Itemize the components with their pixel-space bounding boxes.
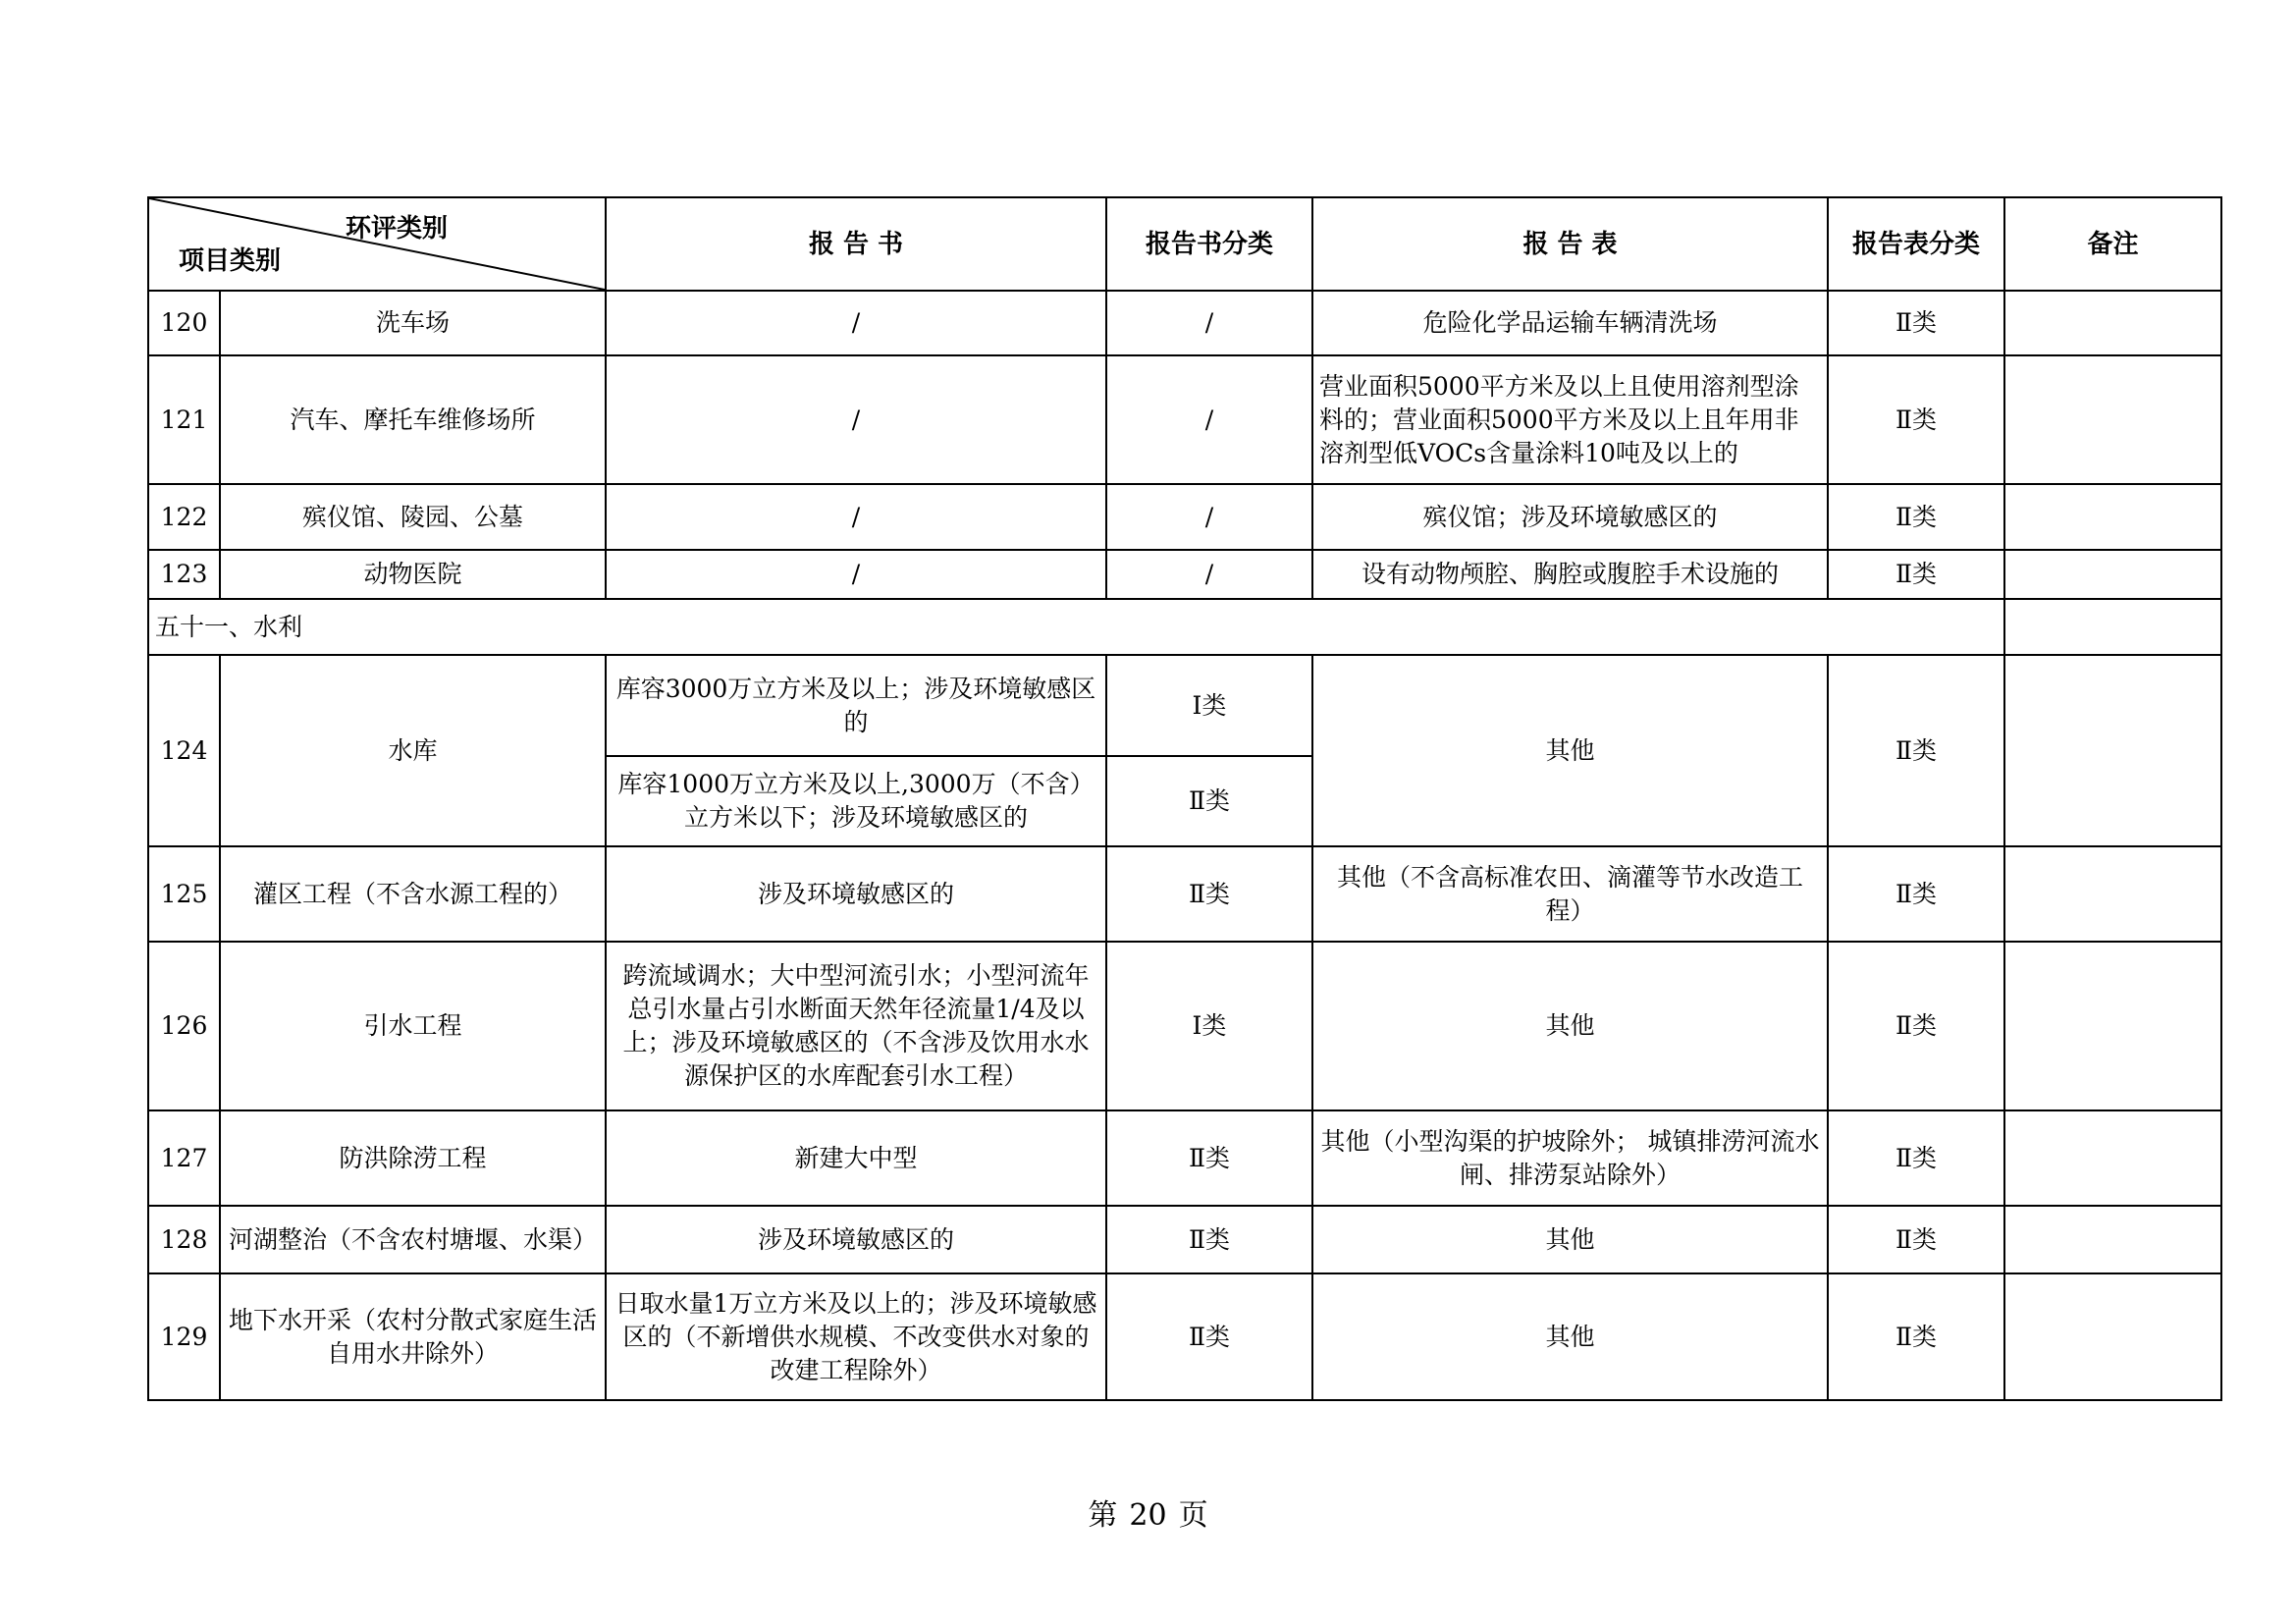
row-number: 125 [148,846,220,942]
report-book-cell: 库容3000万立方米及以上；涉及环境敏感区的 [606,655,1106,756]
report-table-cell: 其他（不含高标准农田、滴灌等节水改造工程） [1312,846,1828,942]
header-remarks: 备注 [2004,197,2221,291]
remark-cell [2004,846,2221,942]
project-name: 灌区工程（不含水源工程的） [220,846,606,942]
remark-cell [2004,355,2221,484]
report-table-cell: 危险化学品运输车辆清洗场 [1312,291,1828,355]
project-name: 防洪除涝工程 [220,1110,606,1206]
report-table-class-cell: Ⅱ类 [1828,550,2004,599]
report-table-cell: 其他 [1312,655,1828,846]
row-number: 127 [148,1110,220,1206]
report-book-class-cell: Ⅰ类 [1106,942,1312,1110]
diag-bottom-label: 项目类别 [179,246,282,276]
report-book-class-cell: / [1106,291,1312,355]
report-table-class-cell: Ⅱ类 [1828,1273,2004,1400]
diagonal-header-cell [148,197,606,291]
project-name: 汽车、摩托车维修场所 [220,355,606,484]
table-row [148,846,2221,942]
page-number [0,1490,2296,1534]
project-name: 河湖整治（不含农村塘堰、水渠） [220,1206,606,1273]
row-number: 122 [148,484,220,550]
remark-cell [2004,1273,2221,1400]
report-book-class-cell: Ⅱ类 [1106,1206,1312,1273]
report-book-class-cell: / [1106,550,1312,599]
row-number: 126 [148,942,220,1110]
remark-cell [2004,1206,2221,1273]
report-book-class-cell: Ⅱ类 [1106,1273,1312,1400]
table-row [148,1273,2221,1400]
table-row [148,355,2221,484]
report-table-cell: 其他（小型沟渠的护坡除外； 城镇排涝河流水闸、排涝泵站除外） [1312,1110,1828,1206]
table-row [148,942,2221,1110]
report-book-cell: 跨流域调水；大中型河流引水；小型河流年总引水量占引水断面天然年径流量1/4及以上；涉及环境敏感区的（不含涉及饮用水水源保护区的水库配套引水工程） [606,942,1106,1110]
report-table-class-cell: Ⅱ类 [1828,942,2004,1110]
report-table-cell: 其他 [1312,1273,1828,1400]
report-table-class-cell: Ⅱ类 [1828,484,2004,550]
table-row [148,1110,2221,1206]
report-book-class-cell: / [1106,355,1312,484]
table-row [148,484,2221,550]
page-prefix: 第 [1088,1498,1118,1533]
remark-cell [2004,484,2221,550]
report-table-class-cell: Ⅱ类 [1828,846,2004,942]
section-title: 五十一、水利 [148,599,2004,655]
report-book-class-cell: Ⅰ类 [1106,655,1312,756]
header-report-table: 报 告 表 [1312,197,1828,291]
remark-cell [2004,550,2221,599]
remark-cell [2004,942,2221,1110]
remark-cell [2004,599,2221,655]
report-table-class-cell: Ⅱ类 [1828,355,2004,484]
report-book-cell: 涉及环境敏感区的 [606,846,1106,942]
report-book-cell: 新建大中型 [606,1110,1106,1206]
header-row [148,197,2221,291]
page-suffix: 页 [1178,1498,1208,1533]
row-number: 128 [148,1206,220,1273]
report-book-cell: / [606,484,1106,550]
table-row [148,655,2221,756]
header-report-book-class: 报告书分类 [1106,197,1312,291]
report-book-class-cell: Ⅱ类 [1106,1110,1312,1206]
project-name: 殡仪馆、陵园、公墓 [220,484,606,550]
report-book-cell: 日取水量1万立方米及以上的；涉及环境敏感区的（不新增供水规模、不改变供水对象的改建工程除外） [606,1273,1106,1400]
section-row [148,599,2221,655]
project-name: 地下水开采（农村分散式家庭生活自用水井除外） [220,1273,606,1400]
report-table-cell: 其他 [1312,942,1828,1110]
row-number: 129 [148,1273,220,1400]
project-name: 洗车场 [220,291,606,355]
diag-top-label: 环评类别 [345,214,448,244]
report-table-cell: 设有动物颅腔、胸腔或腹腔手术设施的 [1312,550,1828,599]
report-table-class-cell: Ⅱ类 [1828,1206,2004,1273]
report-book-class-cell: Ⅱ类 [1106,756,1312,846]
page-number-value: 20 [1129,1498,1167,1533]
table-row [148,291,2221,355]
header-report-book: 报 告 书 [606,197,1106,291]
table-row [148,550,2221,599]
report-table-cell: 殡仪馆；涉及环境敏感区的 [1312,484,1828,550]
report-table-class-cell: Ⅱ类 [1828,291,2004,355]
row-number: 123 [148,550,220,599]
project-name: 水库 [220,655,606,846]
report-book-class-cell: / [1106,484,1312,550]
remark-cell [2004,655,2221,846]
report-table-class-cell: Ⅱ类 [1828,655,2004,846]
report-book-cell: / [606,355,1106,484]
project-name: 引水工程 [220,942,606,1110]
table-row [148,1206,2221,1273]
report-book-cell: / [606,550,1106,599]
report-book-cell: / [606,291,1106,355]
row-number: 124 [148,655,220,846]
project-name: 动物医院 [220,550,606,599]
row-number: 121 [148,355,220,484]
header-report-table-class: 报告表分类 [1828,197,2004,291]
report-table-class-cell: Ⅱ类 [1828,1110,2004,1206]
report-book-cell: 涉及环境敏感区的 [606,1206,1106,1273]
row-number: 120 [148,291,220,355]
report-book-cell: 库容1000万立方米及以上,3000万（不含）立方米以下；涉及环境敏感区的 [606,756,1106,846]
remark-cell [2004,291,2221,355]
report-table-cell: 营业面积5000平方米及以上且使用溶剂型涂料的；营业面积5000平方米及以上且年用非溶剂型低VOCs含量涂料10吨及以上的 [1312,355,1828,484]
report-table-cell: 其他 [1312,1206,1828,1273]
report-book-class-cell: Ⅱ类 [1106,846,1312,942]
classification-table [147,196,2222,1401]
remark-cell [2004,1110,2221,1206]
